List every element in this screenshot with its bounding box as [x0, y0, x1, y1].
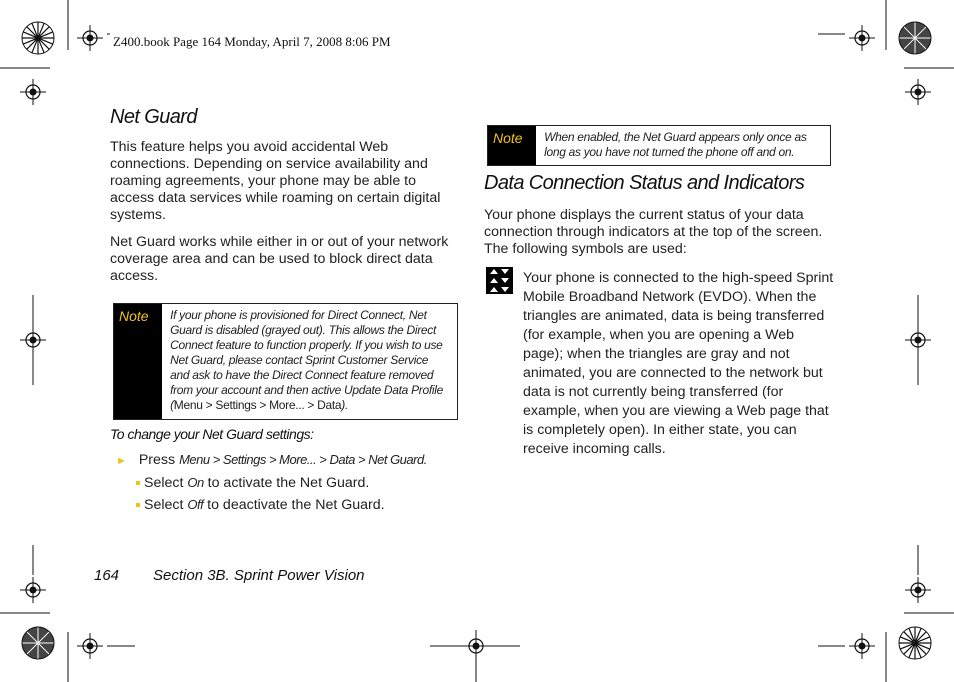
bullet-square-icon [136, 481, 140, 485]
note-menu-path: Menu > Settings > More... > Data [173, 398, 342, 412]
data-connection-title: Data Connection Status and Indicators [484, 172, 805, 194]
note-end: ). [341, 398, 349, 412]
option-on: On [187, 475, 204, 490]
note-text: When enabled, the Net Guard appears only once as long as you have not turned the phone off and on. [544, 130, 807, 159]
bullet-2-prefix: Select [144, 497, 188, 513]
data-connection-intro: Your phone displays the current status of your data connection through indicators at the top of the screen. The following symbols are used: [484, 207, 823, 257]
bullet-1-suffix: to activate the Net Guard. [203, 475, 370, 491]
bullet-select-off [136, 497, 385, 513]
bullet-square-icon [136, 503, 140, 507]
bullet-1-prefix: Select [144, 475, 188, 491]
page-number: 164 [94, 567, 120, 584]
net-guard-paragraph-2: Net Guard works while either in or out of your network coverage area and can be used to block direct data access. [110, 234, 449, 284]
book-header-line: Z400.book Page 164 Monday, April 7, 2008 8:06 PM [113, 34, 391, 49]
net-guard-paragraph-1: This feature helps you avoid accidental Web connections. Depending on service availability and roaming agreements, your phone may be able to access data services while roaming on certain digital systems. [110, 139, 441, 223]
section-title: Section 3B. Sprint Power Vision [153, 567, 365, 584]
bullet-2-suffix: to deactivate the Net Guard. [203, 497, 385, 513]
option-off: Off [187, 497, 204, 512]
evdo-triangles-icon [486, 267, 513, 294]
step-press-menu [116, 452, 427, 468]
note-label: Note [488, 126, 536, 165]
bullet-select-on [136, 475, 369, 491]
note-text [162, 304, 457, 419]
step-press-text: Press [138, 452, 180, 468]
evdo-triangles-graphic [486, 267, 513, 294]
net-guard-note [113, 303, 458, 420]
step-menu-path: Menu > Settings > More... > Data > Net Guard. [179, 452, 427, 467]
right-note [487, 125, 831, 166]
net-guard-title: Net Guard [110, 106, 197, 128]
procedure-heading: To change your Net Guard settings: [110, 426, 314, 442]
evdo-description: Your phone is connected to the high-speed Sprint Mobile Broadband Network (EVDO). When the triangles are animated, data is being transferred (for example, when you are opening a Web page); when the triangles are gray and not animated, you are connected to the network but data is not currently being transferred (for example, when you are viewing a Web page that is completely open). In either state, you can receive incoming calls. [523, 270, 834, 457]
note-body: If your phone is provisioned for Direct Connect, Net Guard is disabled (grayed out). This allows the Direct Connect feature to function properly. If you wish to use Net Guard, please contact Sprint Customer Service and ask to have the Direct Connect feature removed from your account and then active Update Data Profile ( [170, 308, 444, 412]
note-label: Note [114, 304, 162, 419]
step-arrow-icon: ► [116, 455, 127, 467]
